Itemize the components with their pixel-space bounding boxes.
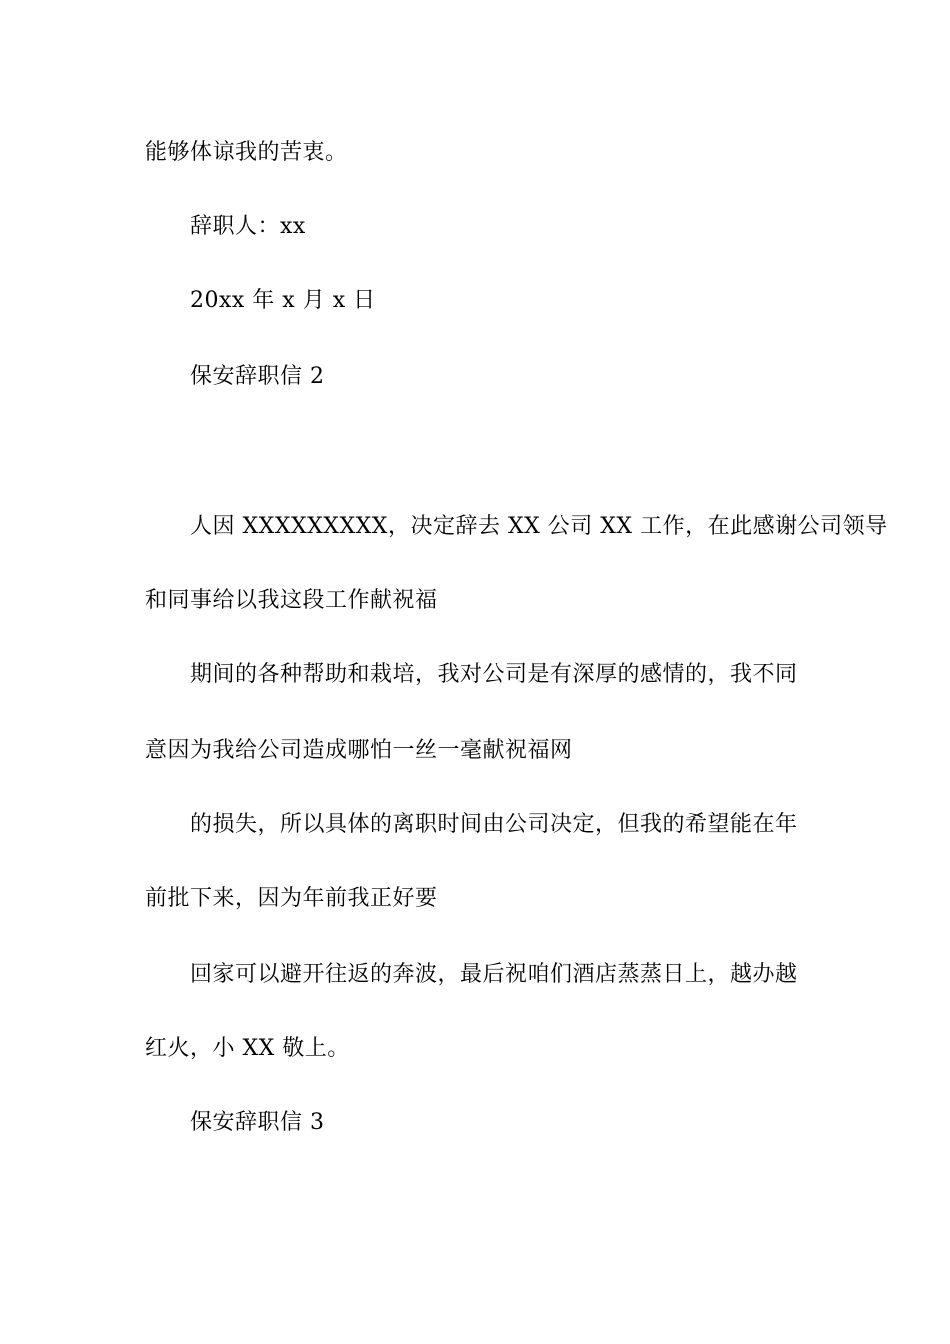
- paragraph-line: 期间的各种帮助和栽培，我对公司是有深厚的感情的，我不同: [190, 662, 798, 687]
- section-heading-letter-3: 保安辞职信 3: [190, 1110, 325, 1135]
- letter-date: 20xx 年 x 月 x 日: [190, 288, 376, 313]
- paragraph-line: 和同事给以我这段工作献祝福: [145, 588, 438, 613]
- text-line-continuation: 能够体谅我的苦衷。: [145, 140, 348, 165]
- section-heading-letter-2: 保安辞职信 2: [190, 364, 325, 389]
- paragraph-line: 意因为我给公司造成哪怕一丝一毫献祝福网: [145, 738, 573, 763]
- paragraph-line: 回家可以避开往返的奔波，最后祝咱们酒店蒸蒸日上，越办越: [190, 962, 798, 987]
- resigner-signature: 辞职人：xx: [190, 214, 306, 239]
- paragraph-line: 人因 XXXXXXXXX，决定辞去 XX 公司 XX 工作，在此感谢公司领导: [190, 514, 888, 539]
- paragraph-line: 红火，小 XX 敬上。: [145, 1036, 350, 1061]
- paragraph-line: 的损失，所以具体的离职时间由公司决定，但我的希望能在年: [190, 812, 798, 837]
- paragraph-line: 前批下来，因为年前我正好要: [145, 886, 438, 911]
